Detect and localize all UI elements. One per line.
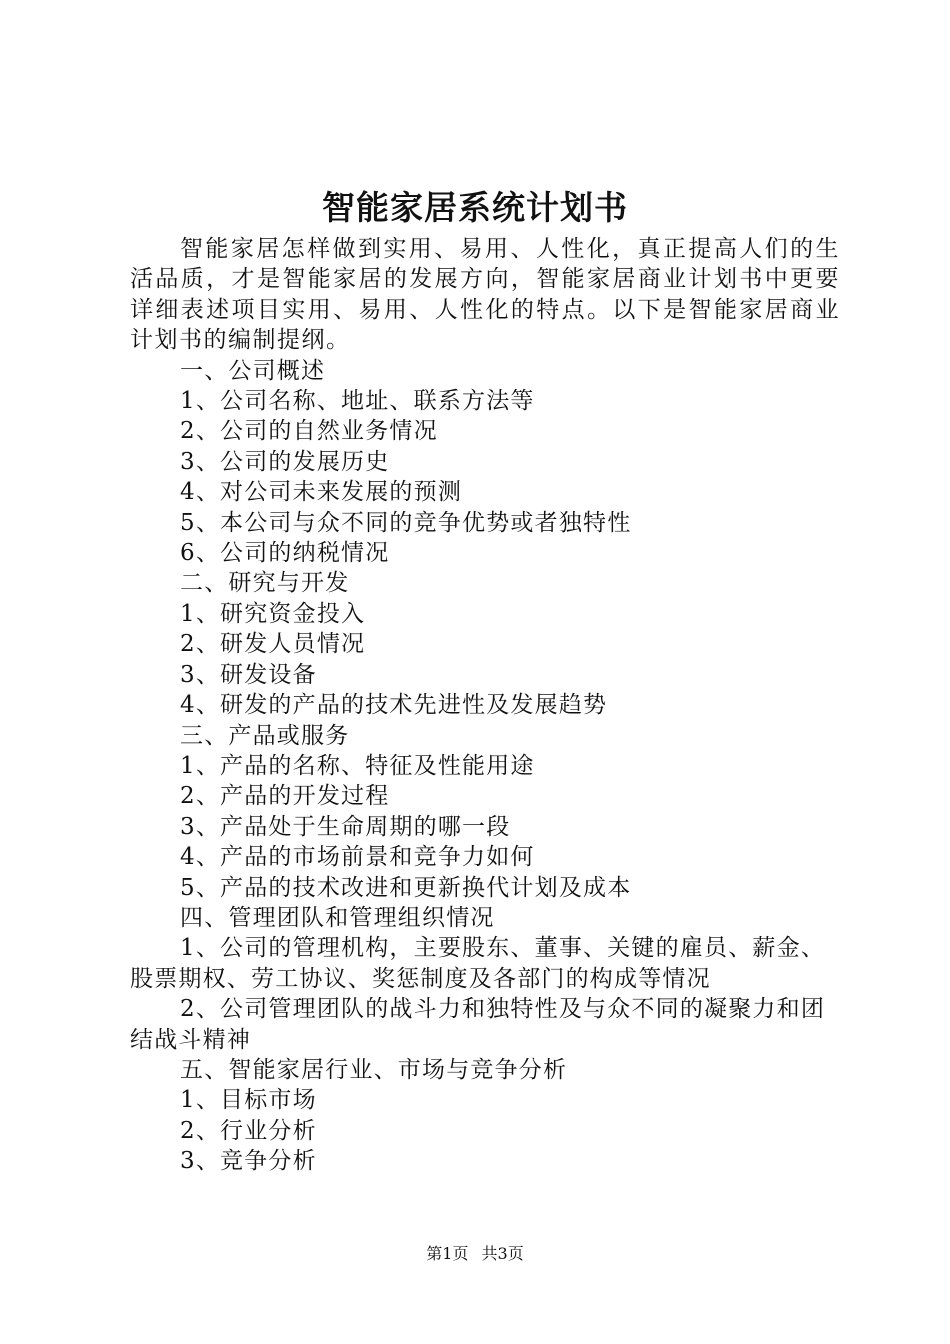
page-footer — [0, 1243, 950, 1265]
outline-line: 3、公司的发展历史 — [180, 448, 390, 475]
outline-line: 3、产品处于生命周期的哪一段 — [180, 813, 511, 840]
outline-line: 1、目标市场 — [180, 1087, 317, 1114]
outline-line: 2、公司的自然业务情况 — [180, 418, 438, 445]
outline-line: 2、行业分析 — [180, 1117, 317, 1144]
outline-line: 1、研究资金投入 — [180, 600, 366, 627]
page-number: 第1页 — [426, 1244, 469, 1263]
intro-paragraph: 智能家居怎样做到实用、易用、人性化，真正提高人们的生活品质，才是智能家居的发展方向，智能家居商业计划书中更要详细表述项目实用、易用、人性化的特点。以下是智能家居商业计划书的编制提纲。 — [130, 236, 840, 354]
document-title: 智能家居系统计划书 — [322, 188, 628, 227]
outline-line: 2、产品的开发过程 — [180, 783, 390, 810]
outline-line: 1、产品的名称、特征及性能用途 — [180, 752, 535, 779]
outline-line: 二、研究与开发 — [180, 570, 350, 597]
outline-line: 4、产品的市场前景和竞争力如何 — [180, 844, 535, 871]
outline-line: 4、对公司未来发展的预测 — [180, 479, 463, 506]
outline-line: 4、研发的产品的技术先进性及发展趋势 — [180, 692, 608, 719]
outline-paragraph: 2、公司管理团队的战斗力和独特性及与众不同的凝聚力和团结战斗精神 — [130, 996, 826, 1053]
outline-line: 四、管理团队和管理组织情况 — [180, 904, 495, 931]
outline-line: 三、产品或服务 — [180, 722, 350, 749]
outline-line: 一、公司概述 — [180, 357, 326, 384]
document-body — [130, 234, 840, 1177]
outline-paragraph: 1、公司的管理机构，主要股东、董事、关键的雇员、薪金、股票期权、劳工协议、奖惩制度及各部门的构成等情况 — [130, 935, 826, 992]
page-total: 共3页 — [481, 1244, 524, 1263]
outline-line: 5、本公司与众不同的竞争优势或者独特性 — [180, 509, 632, 536]
outline-line: 3、竞争分析 — [180, 1148, 317, 1175]
outline-line: 3、研发设备 — [180, 661, 317, 688]
outline-line: 6、公司的纳税情况 — [180, 540, 390, 567]
outline-line: 五、智能家居行业、市场与竞争分析 — [180, 1056, 568, 1083]
outline-line: 1、公司名称、地址、联系方法等 — [180, 388, 535, 415]
outline-line: 5、产品的技术改进和更新换代计划及成本 — [180, 874, 632, 901]
outline-line: 2、研发人员情况 — [180, 631, 366, 658]
